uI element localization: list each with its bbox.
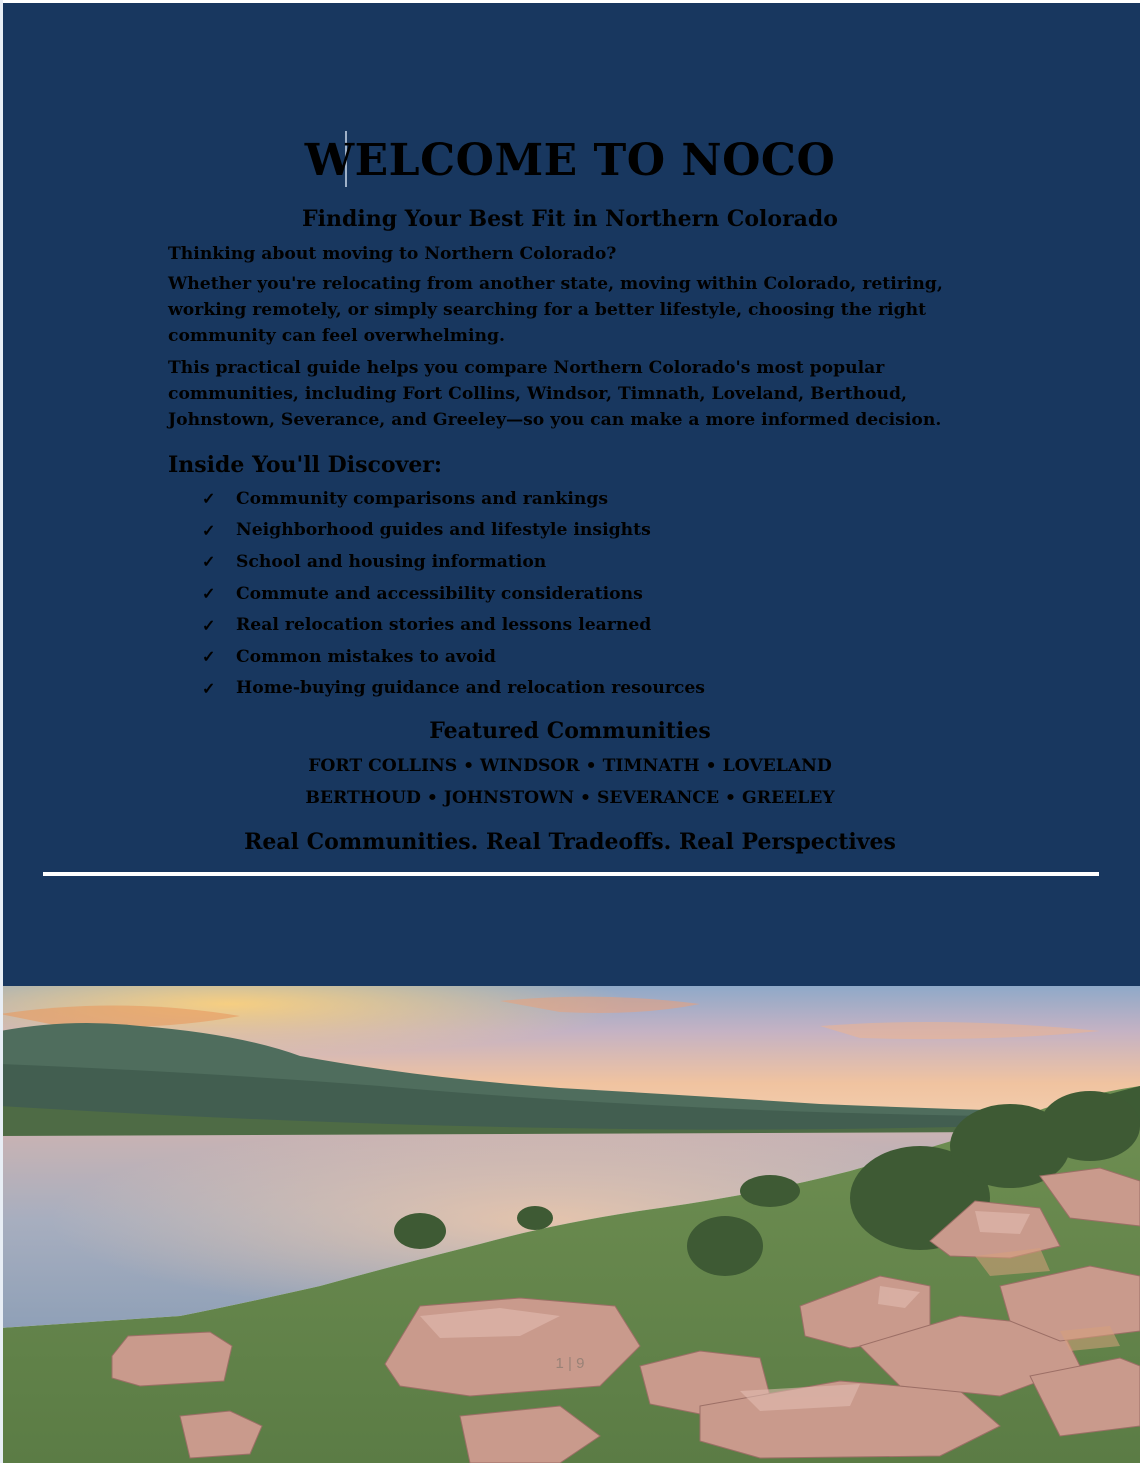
list-item-label: Common mistakes to avoid xyxy=(236,646,496,667)
list-item xyxy=(202,515,705,547)
list-item-label: Home-buying guidance and relocation resources xyxy=(236,678,705,699)
discover-checklist xyxy=(202,483,705,704)
checkmark-icon: ✓ xyxy=(202,678,216,698)
divider-rule xyxy=(43,872,1099,876)
page-left-edge xyxy=(0,0,3,1463)
featured-communities-heading: Featured Communities xyxy=(429,718,711,744)
discover-heading: Inside You'll Discover: xyxy=(168,452,443,478)
list-item-label: Real relocation stories and lessons learned xyxy=(236,615,652,636)
intro-paragraph-2: This practical guide helps you compare Northern Colorado's most popular communities, including Fort Collins, Windsor, Timnath, Loveland, Berthoud, Johnstown, Severance, and Greeley—so you can make a more informed decision. xyxy=(168,358,942,430)
list-item xyxy=(202,673,705,705)
list-item-label: Community comparisons and rankings xyxy=(236,488,609,509)
checkmark-icon: ✓ xyxy=(202,584,216,604)
list-item-label: School and housing information xyxy=(236,551,547,572)
tagline: Real Communities. Real Tradeoffs. Real Perspectives xyxy=(244,829,896,855)
page-subtitle: Finding Your Best Fit in Northern Colorado xyxy=(302,206,838,232)
list-item xyxy=(202,546,705,578)
page-number: 1 | 9 xyxy=(555,1355,585,1372)
intro-paragraph-1: Whether you're relocating from another state, moving within Colorado, retiring, working remotely, or simply searching for a better lifestyle, choosing the right community can feel overwhelming. xyxy=(168,274,943,346)
list-item xyxy=(202,609,705,641)
featured-communities-line-2: BERTHOUD • JOHNSTOWN • SEVERANCE • GREELEY xyxy=(305,788,835,808)
intro-question: Thinking about moving to Northern Colorado? xyxy=(168,244,617,264)
landscape-photo xyxy=(0,986,1140,1463)
checkmark-icon: ✓ xyxy=(202,647,216,667)
list-item xyxy=(202,483,705,515)
checkmark-icon: ✓ xyxy=(202,489,216,509)
checkmark-icon: ✓ xyxy=(202,552,216,572)
list-item-label: Neighborhood guides and lifestyle insights xyxy=(236,520,651,541)
list-item xyxy=(202,578,705,610)
checkmark-icon: ✓ xyxy=(202,520,216,540)
list-item-label: Commute and accessibility considerations xyxy=(236,583,643,604)
page-title: WELCOME TO NOCO xyxy=(304,135,836,186)
featured-communities-line-1: FORT COLLINS • WINDSOR • TIMNATH • LOVELAND xyxy=(308,756,832,776)
checkmark-icon: ✓ xyxy=(202,615,216,635)
list-item xyxy=(202,641,705,673)
